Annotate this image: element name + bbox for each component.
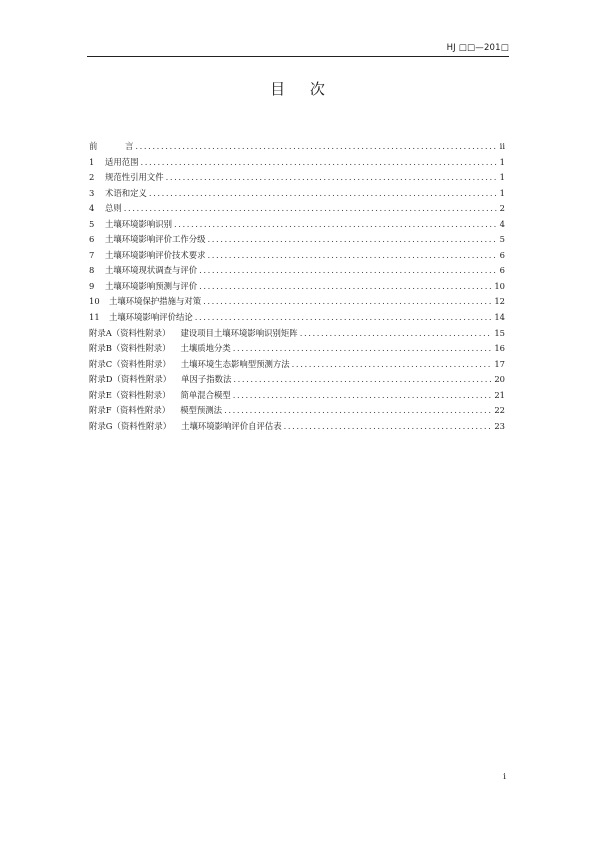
toc-entry-page: 1 [499,172,505,183]
toc-entry-number: 附录E（资料性附录） [89,389,171,400]
toc-entry-number: 6 [89,234,95,245]
toc-entry-page: 6 [499,265,505,276]
toc-entry[interactable] [89,294,505,310]
toc-entry-title: 土壤环境影响评价自评估表 [181,420,282,431]
toc-leader-dots [174,217,498,233]
header-divider [87,56,509,57]
toc-entry-page: 14 [494,312,505,323]
toc-leader-dots [208,232,498,248]
toc-entry-title: 单因子指数法 [181,374,232,385]
toc-entry-title: 土壤环境影响评价技术要求 [105,249,206,260]
toc-entry-title: 简单混合模型 [180,389,231,400]
toc-leader-dots [141,155,498,171]
toc-entry-number: 附录D（资料性附录） [89,374,172,385]
toc-entry-title: 规范性引用文件 [105,172,164,183]
toc-entry-page: 15 [494,327,505,338]
toc-entry[interactable] [89,217,505,233]
toc-entry-title: 适用范围 [105,156,139,167]
toc-entry[interactable] [89,326,505,342]
toc-entry[interactable] [89,186,505,202]
toc-leader-dots [233,388,493,404]
toc-entry-page: 22 [494,405,505,416]
toc-leader-dots [135,139,497,155]
toc-entry-number: 7 [89,249,95,260]
page-number: i [503,772,506,782]
toc-entry-number: 10 [89,296,100,307]
toc-entry-title: 模型预测法 [180,405,223,416]
toc-entry-number: 附录G（资料性附录） [89,420,172,431]
page-title: 目 次 [270,80,335,98]
toc-entry-title: 土壤环境影响识别 [105,218,172,229]
toc-entry-page: 16 [494,343,505,354]
toc-entry-page: 10 [494,280,505,291]
toc-entry[interactable] [89,310,505,326]
toc-entry-page: 12 [494,296,505,307]
toc-leader-dots [233,372,492,388]
toc-entry-number: 5 [89,218,95,229]
toc-entry-page: 1 [499,156,505,167]
toc-leader-dots [199,263,498,279]
toc-entry-number: 1 [89,156,95,167]
toc-entry-number: 附录C（资料性附录） [89,358,171,369]
toc-entry-number: 附录A（资料性附录） [89,327,171,338]
toc-entry[interactable] [89,232,505,248]
toc-entry-number: 2 [89,172,95,183]
toc-leader-dots [292,357,493,373]
toc-entry-title: 言 [125,141,134,151]
toc-entry[interactable] [89,372,505,388]
toc-entry[interactable] [89,403,505,419]
toc-entry[interactable] [89,263,505,279]
toc-leader-dots [124,201,498,217]
document-code: HJ □□—201□ [446,43,509,53]
toc-entry-title: 土壤环境现状调查与评价 [105,265,198,276]
toc-entry-number: 附录B（资料性附录） [89,343,171,354]
toc-entry-number: 4 [89,203,95,214]
toc-entry-page: ii [499,141,505,151]
toc-leader-dots [284,419,493,435]
toc-entry-page: 4 [499,218,505,229]
toc-leader-dots [203,294,492,310]
toc-leader-dots [149,186,498,202]
toc-entry[interactable] [89,139,505,155]
toc-entry-page: 6 [499,249,505,260]
toc-entry[interactable] [89,201,505,217]
toc-entry-title: 建设项目土壤环境影响识别矩阵 [180,327,298,338]
toc-entry-page: 1 [499,187,505,198]
toc-entry[interactable] [89,248,505,264]
toc-leader-dots [195,310,493,326]
toc-entry-title: 术语和定义 [105,187,147,198]
toc-entry-title: 总则 [105,203,122,214]
toc-entry-title: 土壤环境生态影响型预测方法 [180,358,290,369]
toc-entry-number: 11 [89,312,100,323]
toc-entry-title: 土壤环境保护措施与对策 [109,296,202,307]
toc-leader-dots [300,326,493,342]
table-of-contents [89,139,505,434]
toc-entry-number: 前 [89,141,98,151]
toc-entry[interactable] [89,279,505,295]
toc-entry[interactable] [89,341,505,357]
toc-entry-page: 2 [499,203,505,214]
toc-entry-title: 土壤环境影响评价结论 [109,312,193,323]
toc-entry-title: 土壤环境影响预测与评价 [105,280,198,291]
toc-entry-number: 3 [89,187,95,198]
toc-entry-title: 土壤环境影响评价工作分级 [105,234,206,245]
toc-entry-number: 9 [89,280,95,291]
toc-entry[interactable] [89,155,505,171]
toc-leader-dots [166,170,498,186]
toc-entry-title: 土壤质地分类 [180,343,231,354]
toc-entry[interactable] [89,357,505,373]
toc-entry[interactable] [89,388,505,404]
toc-entry-number: 8 [89,265,95,276]
toc-entry-page: 17 [494,358,505,369]
toc-entry-page: 23 [494,420,505,431]
toc-leader-dots [208,248,498,264]
toc-entry[interactable] [89,170,505,186]
toc-entry[interactable] [89,419,505,435]
toc-leader-dots [224,403,492,419]
toc-leader-dots [233,341,493,357]
toc-entry-page: 5 [499,234,505,245]
toc-entry-page: 20 [494,374,505,385]
toc-entry-page: 21 [494,389,505,400]
toc-entry-number: 附录F（资料性附录） [89,405,171,416]
toc-leader-dots [199,279,492,295]
